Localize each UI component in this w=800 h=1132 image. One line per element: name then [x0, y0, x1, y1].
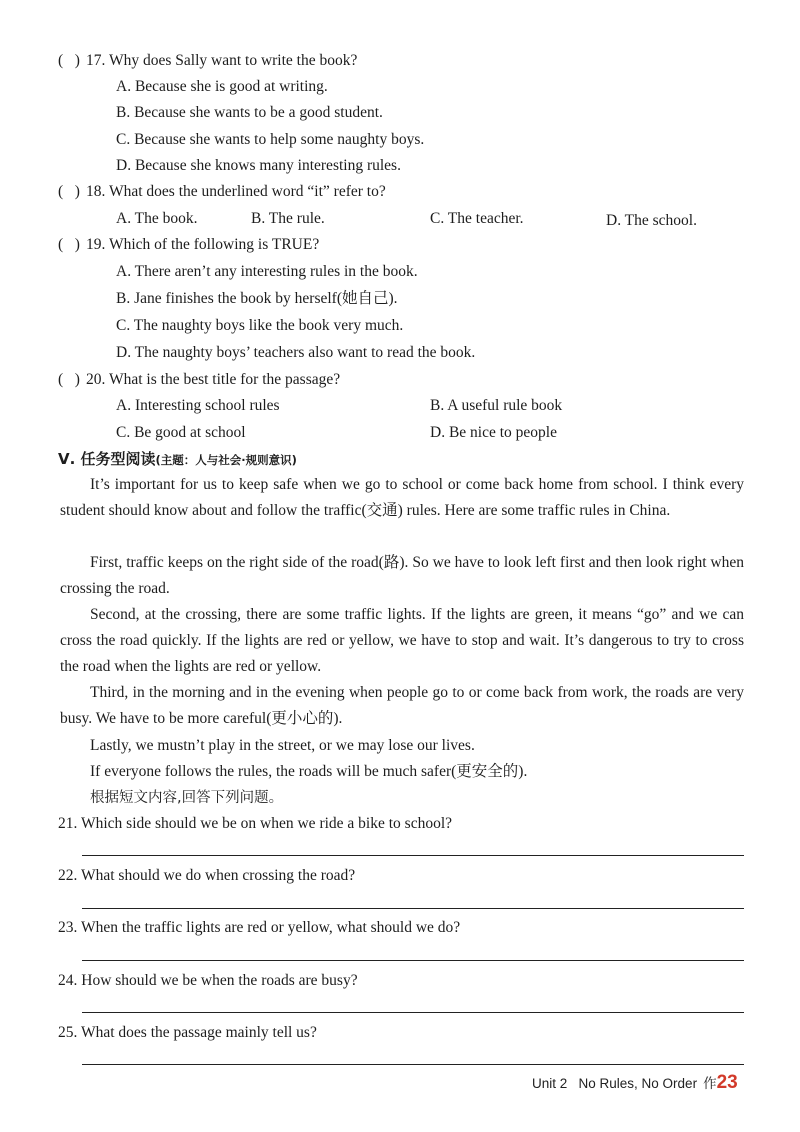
option: B. Because she wants to be a good student.: [116, 104, 383, 121]
answer-line-25[interactable]: [82, 1064, 744, 1065]
footer-label: 作: [703, 1076, 717, 1092]
option: B. A useful rule book: [430, 397, 563, 414]
page-footer: [532, 1072, 738, 1094]
question-text: Why does Sally want to write the book?: [108, 52, 358, 69]
option: C. Be good at school: [116, 424, 246, 441]
question-number: 19: [86, 236, 102, 253]
option: B. Jane finishes the book by herself(她自己).: [116, 290, 398, 307]
short-question-25: 25. What does the passage mainly tell us?: [58, 1024, 317, 1041]
option: D. Because she knows many interesting rules.: [116, 157, 401, 174]
passage-paragraph: Lastly, we mustn’t play in the street, or we may lose our lives.: [90, 737, 475, 754]
option: C. Because she wants to help some naughty boys.: [116, 131, 425, 148]
answer-line-24[interactable]: [82, 1012, 744, 1013]
page-number: 23: [716, 1072, 738, 1093]
short-question-23: 23. When the traffic lights are red or yellow, what should we do?: [58, 919, 461, 936]
option: A. Interesting school rules: [116, 397, 280, 414]
question-number: 17: [86, 52, 102, 69]
option: A. Because she is good at writing.: [116, 78, 328, 95]
section-theme: (主题：人与社会·规则意识): [155, 453, 297, 467]
option: D. Be nice to people: [430, 424, 557, 441]
option: D. The naughty boys’ teachers also want to read the book.: [116, 344, 476, 361]
question-number: 18: [86, 183, 102, 200]
option: C. The naughty boys like the book very much.: [116, 317, 404, 334]
option: A. The book.: [116, 210, 198, 227]
question-17: ( ) 17. Why does Sally want to write the book?: [58, 52, 358, 69]
short-question-21: 21. Which side should we be on when we ride a bike to school?: [58, 815, 453, 832]
answer-line-21[interactable]: [82, 855, 744, 856]
answer-line-22[interactable]: [82, 908, 744, 909]
short-question-24: 24. How should we be when the roads are busy?: [58, 972, 358, 989]
passage-paragraph: If everyone follows the rules, the roads will be much safer(更安全的).: [90, 763, 528, 780]
section-heading: [58, 449, 297, 470]
short-question-22: 22. What should we do when crossing the road?: [58, 867, 356, 884]
option: A. There aren’t any interesting rules in the book.: [116, 263, 418, 280]
question-text: What does the underlined word “it” refer to?: [108, 183, 386, 200]
answer-line-23[interactable]: [82, 960, 744, 961]
question-18: ( ) 18. What does the underlined word “it” refer to?: [58, 183, 386, 200]
question-20: ( ) 20. What is the best title for the passage?: [58, 371, 341, 388]
passage-paragraph: Second, at the crossing, there are some traffic lights. If the lights are green, it means “go” and we can cross the road quickly. If the lights are red or yellow, we have to stop and wait. It’s dangerous to try to cross the road when the lights are red or yellow.: [60, 606, 744, 676]
question-text: Which of the following is TRUE?: [108, 236, 320, 253]
question-text: What is the best title for the passage?: [108, 371, 341, 388]
option: D. The school.: [606, 212, 697, 229]
option: B. The rule.: [251, 210, 325, 227]
instruction: 根据短文内容,回答下列问题。: [90, 790, 284, 806]
question-number: 20: [86, 371, 102, 388]
section-title: Ⅴ. 任务型阅读: [58, 450, 156, 468]
passage-paragraph: First, traffic keeps on the right side of the road(路). So we have to look left first and then look right when crossing the road.: [60, 554, 744, 598]
unit-title: Unit 2 No Rules, No Order: [532, 1076, 698, 1091]
passage-paragraph: It’s important for us to keep safe when we go to school or come back home from school. I think every student should know about and follow the traffic(交通) rules. Here are some traffic rules in China.: [60, 476, 744, 520]
passage-paragraph: Third, in the morning and in the evening when people go to or come back from work, the roads are very busy. We have to be more careful(更小心的).: [60, 684, 744, 728]
option: C. The teacher.: [430, 210, 524, 227]
question-19: ( ) 19. Which of the following is TRUE?: [58, 236, 320, 253]
